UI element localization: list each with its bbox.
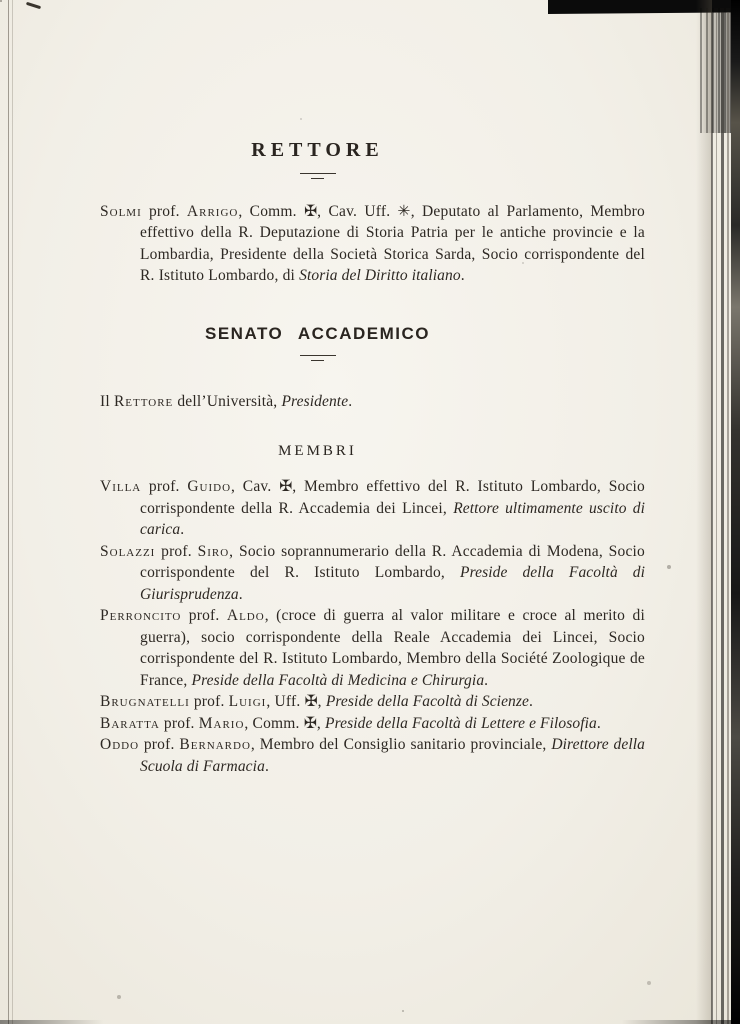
body-text: . — [264, 757, 270, 775]
scan-line-left-1 — [8, 0, 9, 1024]
scan-mark-top-left — [26, 2, 41, 9]
italic-text: Rettore ultimamente uscito di carica — [140, 499, 645, 538]
scan-paper-edge-shadow — [696, 0, 712, 1024]
italic-text: Direttore della Scuola di Farmacia — [140, 736, 645, 775]
scan-streak-2 — [716, 12, 717, 1024]
scan-dust-specks — [0, 0, 2, 2]
italic-text: Storia del Diritto italiano — [299, 267, 461, 284]
member-entry — [100, 734, 645, 777]
body-text: , Uff. ✠, — [266, 693, 326, 710]
member-entry — [100, 691, 645, 713]
person-name: Aldo — [226, 607, 265, 624]
senato-intro-line — [100, 391, 645, 413]
ornament-rule-senato — [300, 355, 336, 361]
person-name: Brugnatelli — [100, 693, 190, 710]
person-name: Luigi — [228, 693, 267, 710]
body-text: prof. — [139, 736, 180, 753]
body-text: , (croce di guerra al valor militare e croce al merito di guerra), socio corrispondente della Reale Accademia dei Lincei, Socio corrispondente del R. Istituto Lombardo, Membro della Société Zoologique de France, — [140, 607, 645, 689]
members-list — [100, 476, 645, 777]
italic-text: Preside della Facoltà di Scienze — [325, 693, 530, 710]
member-entry — [100, 476, 645, 541]
person-name: Solmi — [100, 202, 142, 220]
scan-line-left-2 — [12, 0, 13, 1024]
subsection-title-membri: MEMBRI — [278, 442, 357, 459]
scan-streak-4 — [727, 12, 729, 1024]
ornament-rule-rettore — [300, 173, 336, 179]
body-text: , Socio soprannumerario della R. Accademia di Modena, Socio corrispondente del R. Istituto Lombardo, — [140, 542, 645, 581]
member-entry — [100, 605, 645, 691]
body-text: . — [529, 693, 534, 710]
body-text: prof. — [189, 693, 229, 710]
rettore-entry — [100, 201, 645, 287]
body-text: , Comm. ✠, Cav. Uff. ✳, Deputato al Parlamento, Membro effettivo della R. Deputazione di Storia Patria per le antiche provincie e la Lombardia, Presidente della Società Storica Sarda, Socio corrispondente del R. Istituto Lombardo, di — [140, 202, 645, 284]
body-text: . — [348, 393, 353, 410]
body-text: , Cav. ✠, Membro effettivo del R. Istituto Lombardo, Socio corrispondente della R. Accademia dei Lincei, — [140, 478, 645, 517]
person-name: Siro — [197, 542, 230, 560]
member-entry — [100, 713, 645, 735]
body-text: prof. — [141, 478, 188, 495]
body-text: prof. — [181, 607, 227, 624]
person-name: Arrigo — [186, 202, 239, 220]
person-name: Villa — [100, 478, 142, 495]
scan-black-bar-top-right — [548, 0, 740, 14]
person-name: Perroncito — [100, 607, 182, 624]
body-text: . — [460, 267, 465, 284]
body-text: dell’Università, — [173, 393, 282, 410]
section-title-rettore: RETTORE — [251, 139, 384, 161]
scan-streak-3 — [721, 12, 724, 1024]
italic-text: Preside della Facoltà di Giurisprudenza — [140, 564, 645, 603]
member-entry — [100, 541, 645, 606]
scan-streak-1 — [711, 12, 713, 1024]
body-text: . — [180, 521, 185, 538]
scan-dark-corner-top-right — [700, 8, 740, 133]
body-text: prof. — [141, 202, 187, 220]
person-name: Mario — [198, 714, 245, 732]
body-text: prof. — [159, 714, 199, 732]
scan-dark-edge-right — [731, 0, 740, 1024]
body-text: . — [238, 585, 243, 603]
body-text: , Comm. ✠, — [244, 714, 326, 732]
italic-text: Preside della Facoltà di Medicina e Chirurgia — [191, 671, 485, 689]
body-text: prof. — [155, 542, 198, 560]
section-title-senato: SENATO ACCADEMICO — [205, 323, 430, 343]
person-name: Bernardo — [179, 736, 251, 753]
person-name: Solazzi — [100, 542, 156, 560]
italic-text: Presidente — [281, 393, 349, 410]
person-name: Rettore — [113, 393, 174, 410]
person-name: Guido — [187, 478, 232, 495]
text-column — [100, 140, 645, 777]
body-text: , Membro del Consiglio sanitario provinciale, — [250, 736, 552, 753]
person-name: Baratta — [100, 714, 160, 732]
person-name: Oddo — [100, 736, 140, 753]
body-text: Il — [100, 393, 114, 410]
body-text: . — [484, 671, 489, 689]
italic-text: Preside della Facoltà di Lettere e Filosofia — [325, 714, 597, 732]
scan-bottom-shadow — [0, 1020, 740, 1024]
body-text: . — [596, 714, 601, 732]
